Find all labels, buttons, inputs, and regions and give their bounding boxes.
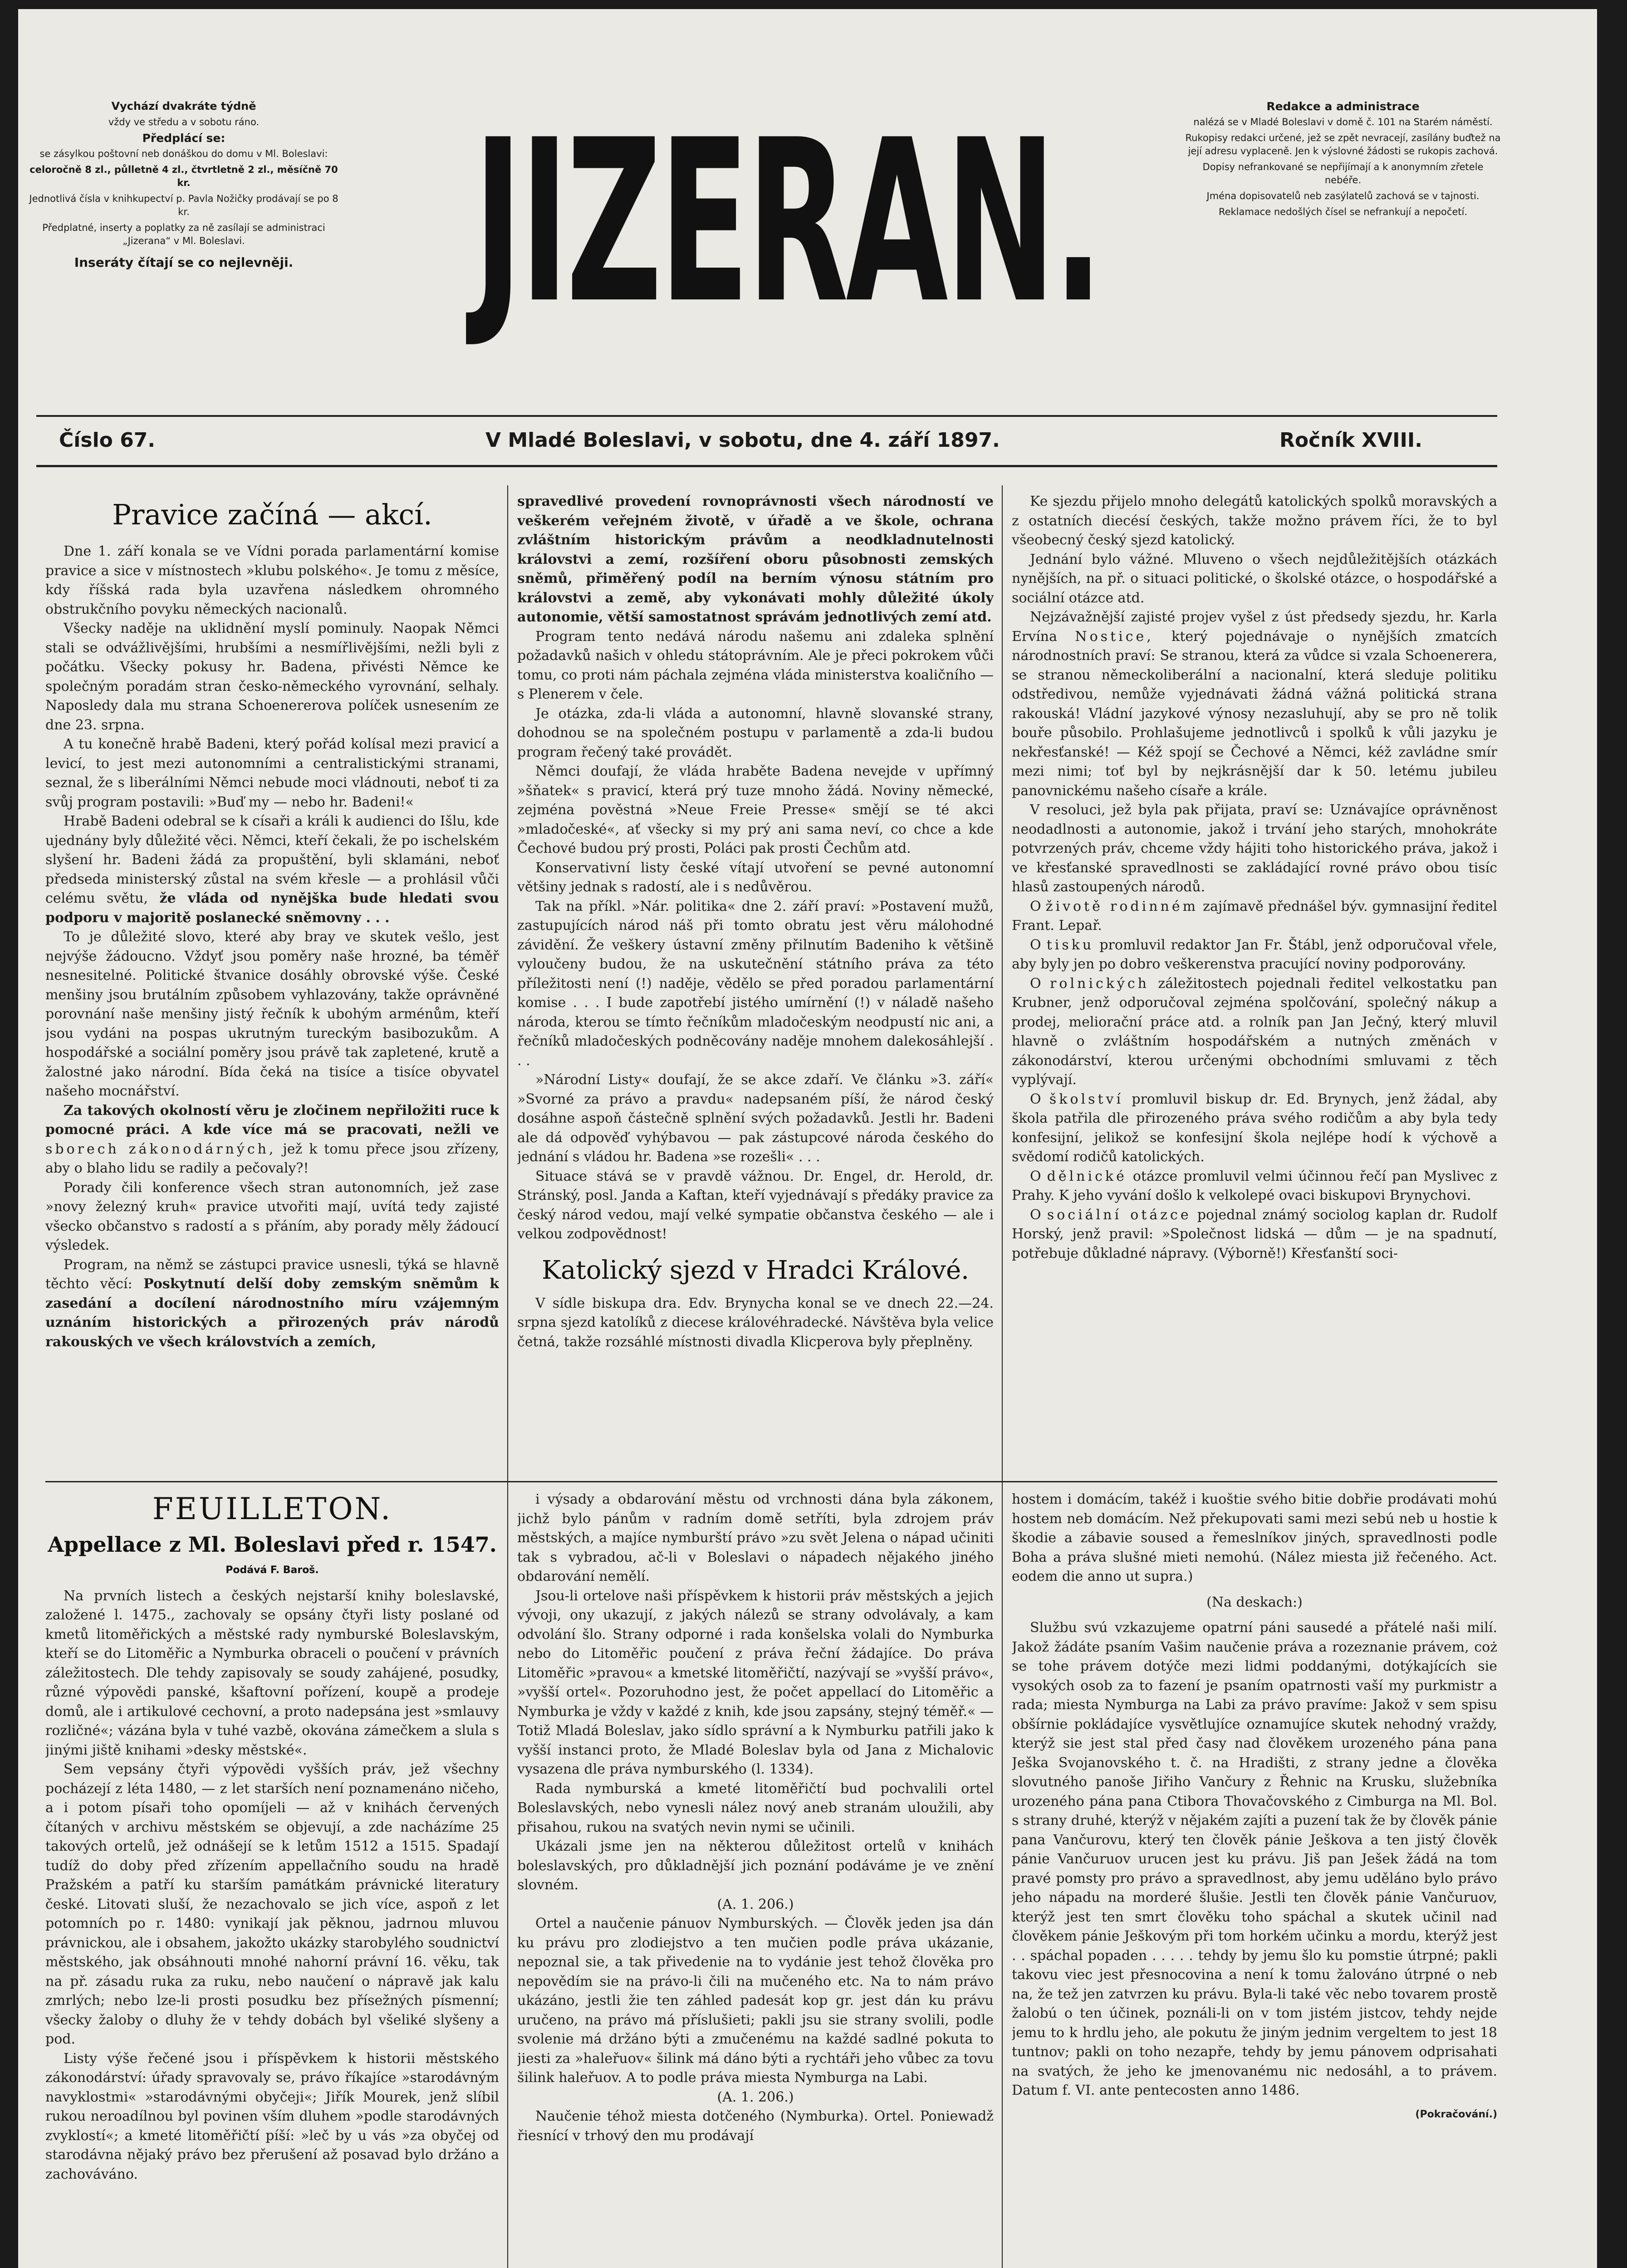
col3-paragraph-10-b: sociální otázce — [1047, 1207, 1191, 1223]
column-separator-1 — [507, 485, 508, 2268]
publication-frequency: Vychází dvakráte týdně — [111, 100, 256, 112]
col3-paragraph-3-a: Nejzávažnější zajisté projev vyšel z úst předsedy sjezdu, hr. Karla Ervína — [1012, 609, 1497, 645]
col3-paragraph-8-b: školství — [1049, 1091, 1124, 1107]
col3-paragraph-3-b: Nostice, — [1075, 628, 1154, 645]
col3-paragraph-9-c: otázce promluvil velmi účinnou řečí pan Myslivec z Prahy. K jeho vyvání došlo k velkolepé ovaci biskupovi Brynychovi. — [1012, 1168, 1497, 1203]
subscription-info — [23, 100, 345, 390]
col3-paragraph-9 — [1012, 1167, 1497, 1206]
lead-paragraph-6 — [45, 1101, 499, 1178]
col3-paragraph-2: Jednání bylo vážné. Mluveno o všech nejdůležitějších otázkách nynějších, na př. o situaci politické, o školské otázce, o hospodářské a sociální otázce atd. — [1012, 551, 1497, 606]
issue-volume: Ročník XVIII. — [1279, 429, 1422, 452]
col3-paragraph-8-c: promluvil biskup dr. Ed. Brynych, jenž žádal, aby škola patřila dle přirozeného práva svého rodičům a aby byla tedy konfesijní, jelikož se konfesijní škola nejlépe hodí k výchově a svědomí rodičů katolických. — [1012, 1091, 1497, 1165]
col3-paragraph-7-b: rolnických — [1050, 975, 1149, 992]
letters-note: Dopisy nefrankované se nepřijímají a k anonymním zřetele nebéře. — [1202, 161, 1484, 186]
newspaper-page — [18, 9, 1597, 2268]
col3-paragraph-7 — [1012, 974, 1497, 1090]
col3-paragraph-10-a: O — [1030, 1207, 1041, 1223]
column-separator-2 — [1002, 485, 1003, 2268]
issue-place-date: V Mladé Boleslavi, v sobotu, dne 4. září 1897. — [485, 429, 1000, 452]
col3-paragraph-6-b: tisku — [1046, 937, 1094, 953]
fcol2-citation-1: (A. 1. 206.) — [717, 1896, 794, 1912]
congress-article-title: Katolický sjezd v Hradci Králové. — [542, 1255, 969, 1285]
col3-paragraph-1: Ke sjezdu přijelo mnoho delegátů katolických spolků moravských a z ostatních diecésí českých, takže možno právem říci, že to byl všeobecný český sjezd katolický. — [1012, 494, 1497, 548]
fcol2-paragraph-3: Rada nymburská a kmeté litoměřičtí bud pochvalili ortel Boleslavských, nebo vynesli nález nový aneb stranám uloužili, aby přisahou, rukou na svatých nevin nymi se učinili. — [517, 1780, 994, 1835]
feuilleton-paragraph-2: Sem vepsány čtyři výpovědi vyšších práv, jež všechny pocházejí z léta 1480, — z let starších není poznamenáno ničeho, a i potom písaři toho opomíjeli — až v knihách červených čítaných v archivu městském se objevují, a zde nacházíme 25 takových ortelů, jež odnášejí se k letům 1512 a 1515. Spadají tudíž do doby před zřízením appellačního soudu na hradě Pražském a patří ku starším památkám právnické literatury české. Litovati sluší, že nezachovalo se jich více, aspoň z let potomních po r. 1480: vynikají jak pěknou, jadrnou mluvou právnickou, ale i obsahem, jakožto ukázky starobylého soudnictví městského, jak obsáhnouti mnohé nahorní právní 16. věku, tak na př. zásadu ruka za ruku, nebo naučení o nápravě jak kalu zmrlých; nebo lze-li prosti posudku bez přísežných písmenní; všecky žaloby o dluhy že v tehdy dobách byl všeliké slyšeny a pod. — [45, 1761, 499, 2047]
lead-paragraph-4-text: Hrabě Badeni odebral se k císaři a králi k audienci do Išlu, kde ujednány byly důležité věci. Němci, kteří čekali, že po ischelském slyšení hr. Badeni žádá za propuštění, byli sklamáni, neboť předseda ministerský zůstal na svém křesle — a prohlásil vůči celému světu, — [45, 813, 499, 906]
feuilleton-heading: FEUILLETON. — [152, 1491, 392, 1526]
names-note: Jména dopisovatelů neb zasýlatelů zachová se v tajnosti. — [1206, 191, 1480, 201]
col3-paragraph-8-a: O — [1030, 1091, 1041, 1107]
dateline-rule — [36, 465, 1497, 467]
fcol2-paragraph-6: Ortel a naučenie pánuov Nymburských. — Člověk jeden jsa dán ku právu pro zlodiejstvo a ten mučien podle práva ukázanie, nepoznal sie, a tak přivedenie na to vydánie jest tehož člověka pro nepovědím sie na právo-li čili na mučeného etc. Na to nám právo ukázáno, jestli žie ten záhled padesát kop gr. jest dán ku právu uručeno, na právo má příslušieti; pakli jsu sie strany svolili, podle svolenie má držáno býti a zmučenému na každé sadlné pokuta to jiesti za »haleřuov« šilink má dáno býti a rychtáři jeho vůbec za tovu šilink haleřuov. A to podle práva miesta Nymburga na Labi. — [517, 1916, 994, 2086]
col3-paragraph-6-a: O — [1030, 937, 1041, 953]
col3-paragraph-10 — [1012, 1206, 1497, 1264]
feuilleton-rule — [45, 1481, 1497, 1482]
col2-paragraph-2: Program tento nedává národu našemu ani zdaleka splnění požadavků našich v ohledu státoprávním. Ale je přeci pokrokem vůči tomu, co proti nám páchala zejména vláda ministerstva koaličního — s Plenerem v čele. — [517, 628, 994, 702]
feuilleton-title: Appellace z Ml. Boleslavi před r. 1547. — [48, 1532, 497, 1557]
editorial-address: nalézá se v Mladé Boleslavi v domě č. 101 na Starém náměstí. — [1193, 117, 1493, 127]
manuscripts-note: Rukopisy redakci určené, jež se zpět nevracejí, zasílány buďtež na její adresu vyplaceně. Jen k výslovné žádosti se rukopis zachová. — [1185, 132, 1501, 156]
fcol3-paragraph-3: Službu svú vzkazujeme opatrní páni sausedé a přátelé naši milí. Jakož žádáte psaním Vašim naučenie práva a rozeznanie právem, coż se tohe právem dotýče mezi lidmi poddanými, dotýkajících sie vysokých osob za to fazení je psaním opatrnosti vaší my purkmistr a rada; miesta Nymburga na Labi za právo pravíme: Jakož v sem spisu obšírnie pokládajíce vysvětlujíce oznamujíce skutek nehodný vraždy, kterýž sie jest stal před časy nad člověkem urozeného pána pana Ješka Svojanovského t. č. na Hradišti, z strany jedne a člověka slovutného panoše Jiřiho Vančury z Řehnic na Krusku, služebníka urozeného pána pana Ctibora Thovačovského z Cimburga na Ml. Bol. s strany druhé, kterýž v nějakém zajíti a puzení tak že by člověk pánie pana Vančurovu, který ten člověk pánie Ješkova a ten jistý člověk pánie Vančuruov urucen jest ku právu. Jiš pan Ješek žádá na tom pravé pomsty pro právo a spravedlnost, aby jemu uděláno bylo právo jeho nápadu na morderé šlušie. Jestli ten člověk pánie Vančuruov, kterýž jest ten smrt člověku toho spáchal a skutek učinil nad člověkem pánie Ješkovým při tom horkém učinku a mordu, kterýž jest . . spáchal popaden . . . . . tehdy by jemu šlo ku pomstie útrpné; pakli takovu viec jest přesnocovina a není k tomu žalováno útrpné o neb na, že tež jen zatvrzen ku právu. Byla-li také věc nebo tovarem prostě žalobú o ten účinek, poználi-li on v tom jistém jistcov, tehdy nejde jemu to k hrdlu jeho, ale pokutu že jiným jednim vergeltem to jest 18 tuntnov; pakli on toho nezapře, tehdy by jemu pánovem odprisahati na svatých, že jeho ke jmenovanému nic nedosáhl, a to právem. Datum f. VI. ante pentecosten anno 1486. — [1012, 1620, 1497, 2098]
col3-paragraph-5 — [1012, 897, 1497, 936]
fcol2-citation-2: (A. 1. 206.) — [717, 2089, 794, 2105]
col2-paragraph-9: V sídle biskupa dra. Edv. Brynycha konal se ve dnech 22.—24. srpna sjezd katolíků z diecese královéhradecké. Návštěva byla velice četná, takže rozsáhlé místnosti divadla Klicperova byly přeplněny. — [517, 1295, 994, 1350]
col3-paragraph-6 — [1012, 936, 1497, 974]
col3-paragraph-5-b: životě rodinném — [1045, 898, 1199, 914]
feuilleton-byline: Podává F. Baroš. — [225, 1564, 319, 1576]
lead-article-title: Pravice začíná — akcí. — [112, 498, 432, 531]
subscription-prices: celoročně 8 zl., půlletně 4 zl., čtvrtletně 2 zl., měsíčně 70 kr. — [29, 164, 338, 188]
lead-paragraph-6-b: sborech zákonodárných, — [45, 1141, 276, 1157]
col2-paragraph-8: Situace stává se v pravdě vážnou. Dr. Engel, dr. Herold, dr. Stránský, posl. Janda a Kaftan, kteří vyjednávají s předáky pravice za český národ vedou, mají velké sympatie občanstva českého — ale i velkou zodpovědnost! — [517, 1168, 994, 1242]
lead-paragraph-6-a: Za takových okolností věru je zločinem nepřiložiti ruce k pomocné práci. A kde více má se pracovati, nežli ve — [45, 1102, 499, 1138]
col2-paragraph-1: spravedlivé provedení rovnoprávnosti všech národností ve veškerém veřejném životě, v úřadě a ve škole, ochrana zvláštním historickým právům a neodkladnutelnosti královstvi a zemí, rozšíření oboru působnosti zemských sněmů, přiměřený podíl na berním výnosu státním pro královstvi a země, aby vykonávati mohly důležité úkoly autonomie, větší samostatnost správám jednotlivých zemí atd. — [517, 494, 994, 625]
col3-paragraph-9-b: dělnické — [1047, 1168, 1127, 1184]
lead-paragraph-8 — [45, 1256, 499, 1352]
col2-paragraph-4: Němci doufají, že vláda hraběte Badena nevejde v upřímný »šňatek« s pravicí, která prý tuze mnoho žádá. Noviny německé, zejména pověstná »Neue Freie Presse« smějí se té akci »mladočeské«, ať všecky si my prý ani sama neví, co chce a kde Čechové budou prý prosti, Poláci pak prosti Čechům atd. — [517, 763, 994, 856]
editorial-heading: Redakce a administrace — [1266, 100, 1420, 113]
fcol2-paragraph-8: Naučenie téhož miesta dotčeného (Nymburka). Ortel. Poniewadž řiesnící v trhový den mu prodávají — [517, 2108, 994, 2144]
feuilleton-paragraph-3: Listy výše řečené jsou i příspěvkem k historii městského zákonodárství: úřady spravovaly se, právo říkajíce »starodávným navyklostmi« »starodávnými obyčeji«; Jiřík Mourek, jenž slíbil rukou neroadílnou byl povinen vším dluhem »podle starodávných zvyklostí«; a kmeté litoměřičtí píší: »leč by u vás »za obyčej od starodávna nějaký právo bez přerušení až posavad bylo držáno a zachováváno. — [45, 2050, 499, 2182]
col2-paragraph-7: »Národní Listy« doufají, že se akce zdaří. Ve článku »3. září« »Svorné za právo a pravdu« nadepsaném píší, že národ český dosáhne aspoň částečně splnění svých požadavků. Jestli hr. Badeni ale dá odpověď vyhýbavou — pak zástupcové národa českého do jednání s vládou hr. Badena »se rozešli« . . . — [517, 1072, 994, 1165]
payment-info: Předplatné, inserty a poplatky za ně zasílají se administraci „Jizerana“ v Ml. Boleslavi. — [42, 222, 325, 246]
col2-paragraph-5: Konservativní listy české vítají utvoření se pevné autonomní většiny jednak s radostí, ale i s nedůvěrou. — [517, 860, 994, 895]
fcol2-paragraph-1: i výsady a obdarování městu od vrchnosti dána byla zákonem, jichž bylo pánům v radním domě setříti, byla zdrojem práv městských, a majíce nymburští právo »zu svět Jelena o nápad učiniti tak s vybradou, ač-li v Boleslavi o nápadech nějakého jiného obdarování nemělí. — [517, 1491, 994, 1584]
subscription-heading: Předplácí se: — [142, 132, 225, 145]
publication-days: vždy ve středu a v sobotu ráno. — [108, 117, 260, 127]
lead-paragraph-5: To je důležité slovo, které aby bray ve skutek vešlo, jest nejvýše žádoucno. Vždyť jsou poměry naše hrozné, ba téměř nesnesitelné. Politické štvanice dosáhly obrovské výše. České menšiny jsou brutálním způsobem vyhlazovány, takže oprávněné porovnání naše menšiny jistý řečník k ubohým arménům, kteří jsou vydáni na pospas ukrutným tureckým basibozukům. A hospodářské a sociální poměry jsou právě tak zapletené, krutě a žalostné jako národní. Bída čeká na tisíce a tisíce obyvatel našeho mocnářství. — [45, 929, 499, 1099]
column-2 — [517, 492, 994, 1476]
subscription-delivery: se zásylkou poštovní neb donáškou do domu v Ml. Boleslavi: — [39, 148, 328, 159]
col3-paragraph-3 — [1012, 608, 1497, 801]
col3-paragraph-6-c: promluvil redaktor Jan Fr. Štábl, jenž odporučoval vřele, aby byly jen po dobro veškerenstva pracující noviny podporovány. — [1012, 937, 1497, 972]
top-rule — [36, 415, 1497, 417]
lead-article — [45, 492, 499, 1476]
issue-number: Číslo 67. — [59, 429, 156, 452]
editorial-info — [1184, 100, 1502, 390]
lead-paragraph-2: Všecky naděje na uklidnění myslí pominuly. Naopak Němci stali se odvážlivějšími, hrubšími a nesmířlivějšími, nežli byli z počátku. Všecky pokusy hr. Badena, přivésti Němce ke společným poradám stran česko-německého vyrovnání, selhaly. Naposledy dala mu strana Schoenererova políček usnesením ze dne 23. srpna. — [45, 621, 499, 733]
col2-paragraph-3: Je otázka, zda-li vláda a autonomní, hlavně slovanské strany, dohodnou se na společném postupu v parlamentě a zda-li budou program řečený také provádět. — [517, 705, 994, 760]
lead-paragraph-7: Porady čili konference všech stran autonomních, jež zase »novy železný kruh« pravice utvořiti mají, uvítá tedy zajisté všecko občanstvo s radostí a s přáním, aby porady měly žádoucí výsledek. — [45, 1179, 499, 1253]
col3-paragraph-7-c: záležitostech pojednali ředitel velkostatku pan Krubner, jenž odporučoval zejména spolčování, společný nákup a prodej, meliorační práce atd. a rolník pan Jan Ječný, který mluvil hlavně o zvláštním hospodářském a nutných změnách v zákonodárství, kterou určenými obchodními smluvami z těch vyplývají. — [1012, 975, 1497, 1088]
fcol3-paragraph-1: hostem i domácím, takéž i kuoštie svého bitie dobřie prodávati mohú hostem neb domácím. Než překupovati sami mezi sebú neb u hostie k škodie a zábavie soused a řemeslníkov jiných, spravedlnosti podle Boha a práva slušné mieti nemohú. (Nález miesta již řečeného. Act. eodem die anno ut supra.) — [1012, 1491, 1497, 1584]
feuilleton — [45, 1490, 499, 2268]
col3-paragraph-3-c: který pojednávaje o nynějších zmatcích národnostních praví: Se stranou, která za vůdce si vzala Schoenerera, se stranou německoliberální a nacionalní, která sleduje politiku odstředivou, nemůže vyjednávati žádná vážná politická strana rakouská! Vládní jazykové výnosy nezasluhují, aby se pro ně tolik bouře působilo. Prohlašujeme jednotlivců i spolků k vůli jazyku je nekřesťanské! — Kéž spojí se Čechové a Němci, kéž zavládne smír mezi nimi; toť byl by nejkrásnější dar k 50. letému jubileu panovnickému našeho císaře a krále. — [1012, 628, 1497, 799]
col3-paragraph-7-a: O — [1030, 975, 1041, 992]
col3-paragraph-10-c: pojednal známý sociolog kaplan dr. Rudolf Horský, jenž pravil: »Společnost lidská — dům — je na spadnutí, potřebuje důkladné nápravy. (Výborně!) Křesťanští soci- — [1012, 1207, 1497, 1261]
col2-paragraph-6: Tak na příkl. »Nár. politika« dne 2. září praví: »Postavení mužů, zastupujících národ náš při tomto obratu jest věru málohodné závidění. Že veškery ústavní změny přilnutím Badeniho k většině vyloučeny budou, že na uskutečnění státního práva za této příležitosti není (!) naděje, vědělo se před poradou parlamentární komise . . . I bude zapotřebí jistého umírnění (!) v náladě našeho národa, kterou se tímto řečníkům mladočeským neodpustí nic ani, a řečníků mladočeských podněcovány naděje mnohem dalekosáhlejší . . . — [517, 898, 994, 1069]
adverts-note: Inseráty čítají se co nejlevněji. — [74, 255, 294, 270]
lead-paragraph-1: Dne 1. září konala se ve Vídni porada parlamentární komise pravice a sice v místnostech »klubu polského«. Je tomu z měsíce, kdy říšská rada byla uzavřena následkem ohromného obstrukčního povyku německých nacionalů. — [45, 543, 499, 617]
col3-paragraph-5-a: O — [1030, 898, 1041, 914]
lead-paragraph-6-c: jež k tomu přece jsou zřízeny, aby o blaho lidu se radily a pečovaly?! — [45, 1141, 499, 1176]
col3-paragraph-9-a: O — [1030, 1168, 1041, 1184]
lead-paragraph-3: A tu konečně hrabě Badeni, který pořád kolísal mezi pravicí a levicí, to jest mezi autonomními a centralistickými stranami, seznal, že s liberálními Němci nebude moci vládnouti, neboť ti za svůj program postavili: »Buď my — nebo hr. Badeni!« — [45, 736, 499, 810]
masthead — [386, 92, 1189, 352]
complaints-note: Reklamace nedošlých čísel se nefrankují a nepočetí. — [1218, 206, 1468, 217]
single-copy-info: Jednotlivá čísla v knihkupectví p. Pavla Nožičky prodávají se po 8 kr. — [29, 193, 338, 217]
col3-paragraph-4: V resoluci, jež byla pak přijata, praví se: Uznávajíce oprávněnost neodadlnosti a autonomie, jakož i trvání jeho starých, mnohokráte potvrzených práv, chceme vždy hájiti toho historického práva, jakož i ve křesťanské spravedlnosti se zakládající rovné právo obou tisíc hlasů zastoupených národů. — [1012, 802, 1497, 895]
fcol2-paragraph-2: Jsou-li ortelove naši příspěvkem k historii práv městských a jejich vývoji, ony ukazují, z jakých nálezů se strany odvolávaly, a kam odvolání šlo. Strany odporné i rada konšelska volali do Nymburka nebo do Litoměřic poučení z práva řeční žádajíce. Do práva Litoměřic »pravou« a kmetské litoměřičtí, nazývají se »vyšší právo«, »vyšší ortel«. Pozoruhodno jest, že počet appellací do Litoměřic a Nymburka je vždy v každé z knih, kde jsou zapsány, stejný téměř.« — Totiž Mladá Boleslav, jako sídlo správní a k Nymburku patřili jako k vyšší instanci proto, že Mladé Boleslav byla od Jana z Michalovic vysazena dle práva nymburského (l. 1334). — [517, 1588, 994, 1777]
lead-paragraph-4-emphasis: že vláda od nynějška bude hledati svou podporu v majoritě poslanecké sněmovny . . . — [45, 890, 499, 926]
fcol2-paragraph-4: Ukázali jsme jen na některou důležitost ortelů v knihách boleslavských, pro důkladnější jich poznání podáváme je ve znění slovném. — [517, 1838, 994, 1893]
col3-paragraph-8 — [1012, 1090, 1497, 1167]
feuilleton-paragraph-1: Na prvních listech a českých nejstarší knihy boleslavské, založené l. 1475., zachovaly se opsány čtyři listy poslané od kmetů litoměřických a městské rady nymburské Boleslavským, kteří se do Litoměřic a Nymburka obraceli o poučení v právních záležitostech. Dle tehdy zapisovaly se soudy zahájené, posudky, různé výpovědi panské, kšaftovní pořízení, koupě a prodeje domů, ale i artikulové cechovní, a proto nadepsána jest »smlauvy rozličné«; vázána byla v tuhé vazbě, okována zámečkem a slula s jinými jiště knihami »desky městské«. — [45, 1588, 499, 1758]
fcol3-heading: (Na deskach:) — [1206, 1594, 1303, 1610]
continuation-note: (Pokračování.) — [1415, 2108, 1497, 2120]
lead-paragraph-8-a: Program, na němž se zástupci pravice usnesli, týká se hlavně těchto věcí: — [45, 1256, 499, 1292]
col3-paragraph-5-c: zajímavě přednášel býv. gymnasijní ředitel Frant. Lepař. — [1012, 898, 1497, 934]
feuilleton-column-3 — [1012, 1490, 1497, 2268]
feuilleton-column-2 — [517, 1490, 994, 2268]
lead-paragraph-4 — [45, 812, 499, 928]
masthead-title: JIZERAN. — [473, 92, 1101, 352]
column-3 — [1012, 492, 1497, 1476]
lead-paragraph-8-b: Poskytnutí delší doby zemským sněmům k zasedání a docílení národnostního míru vzájemným uznáním historických a přirozených práv národů rakouských ve všech královstvích a zemích, — [45, 1276, 499, 1350]
